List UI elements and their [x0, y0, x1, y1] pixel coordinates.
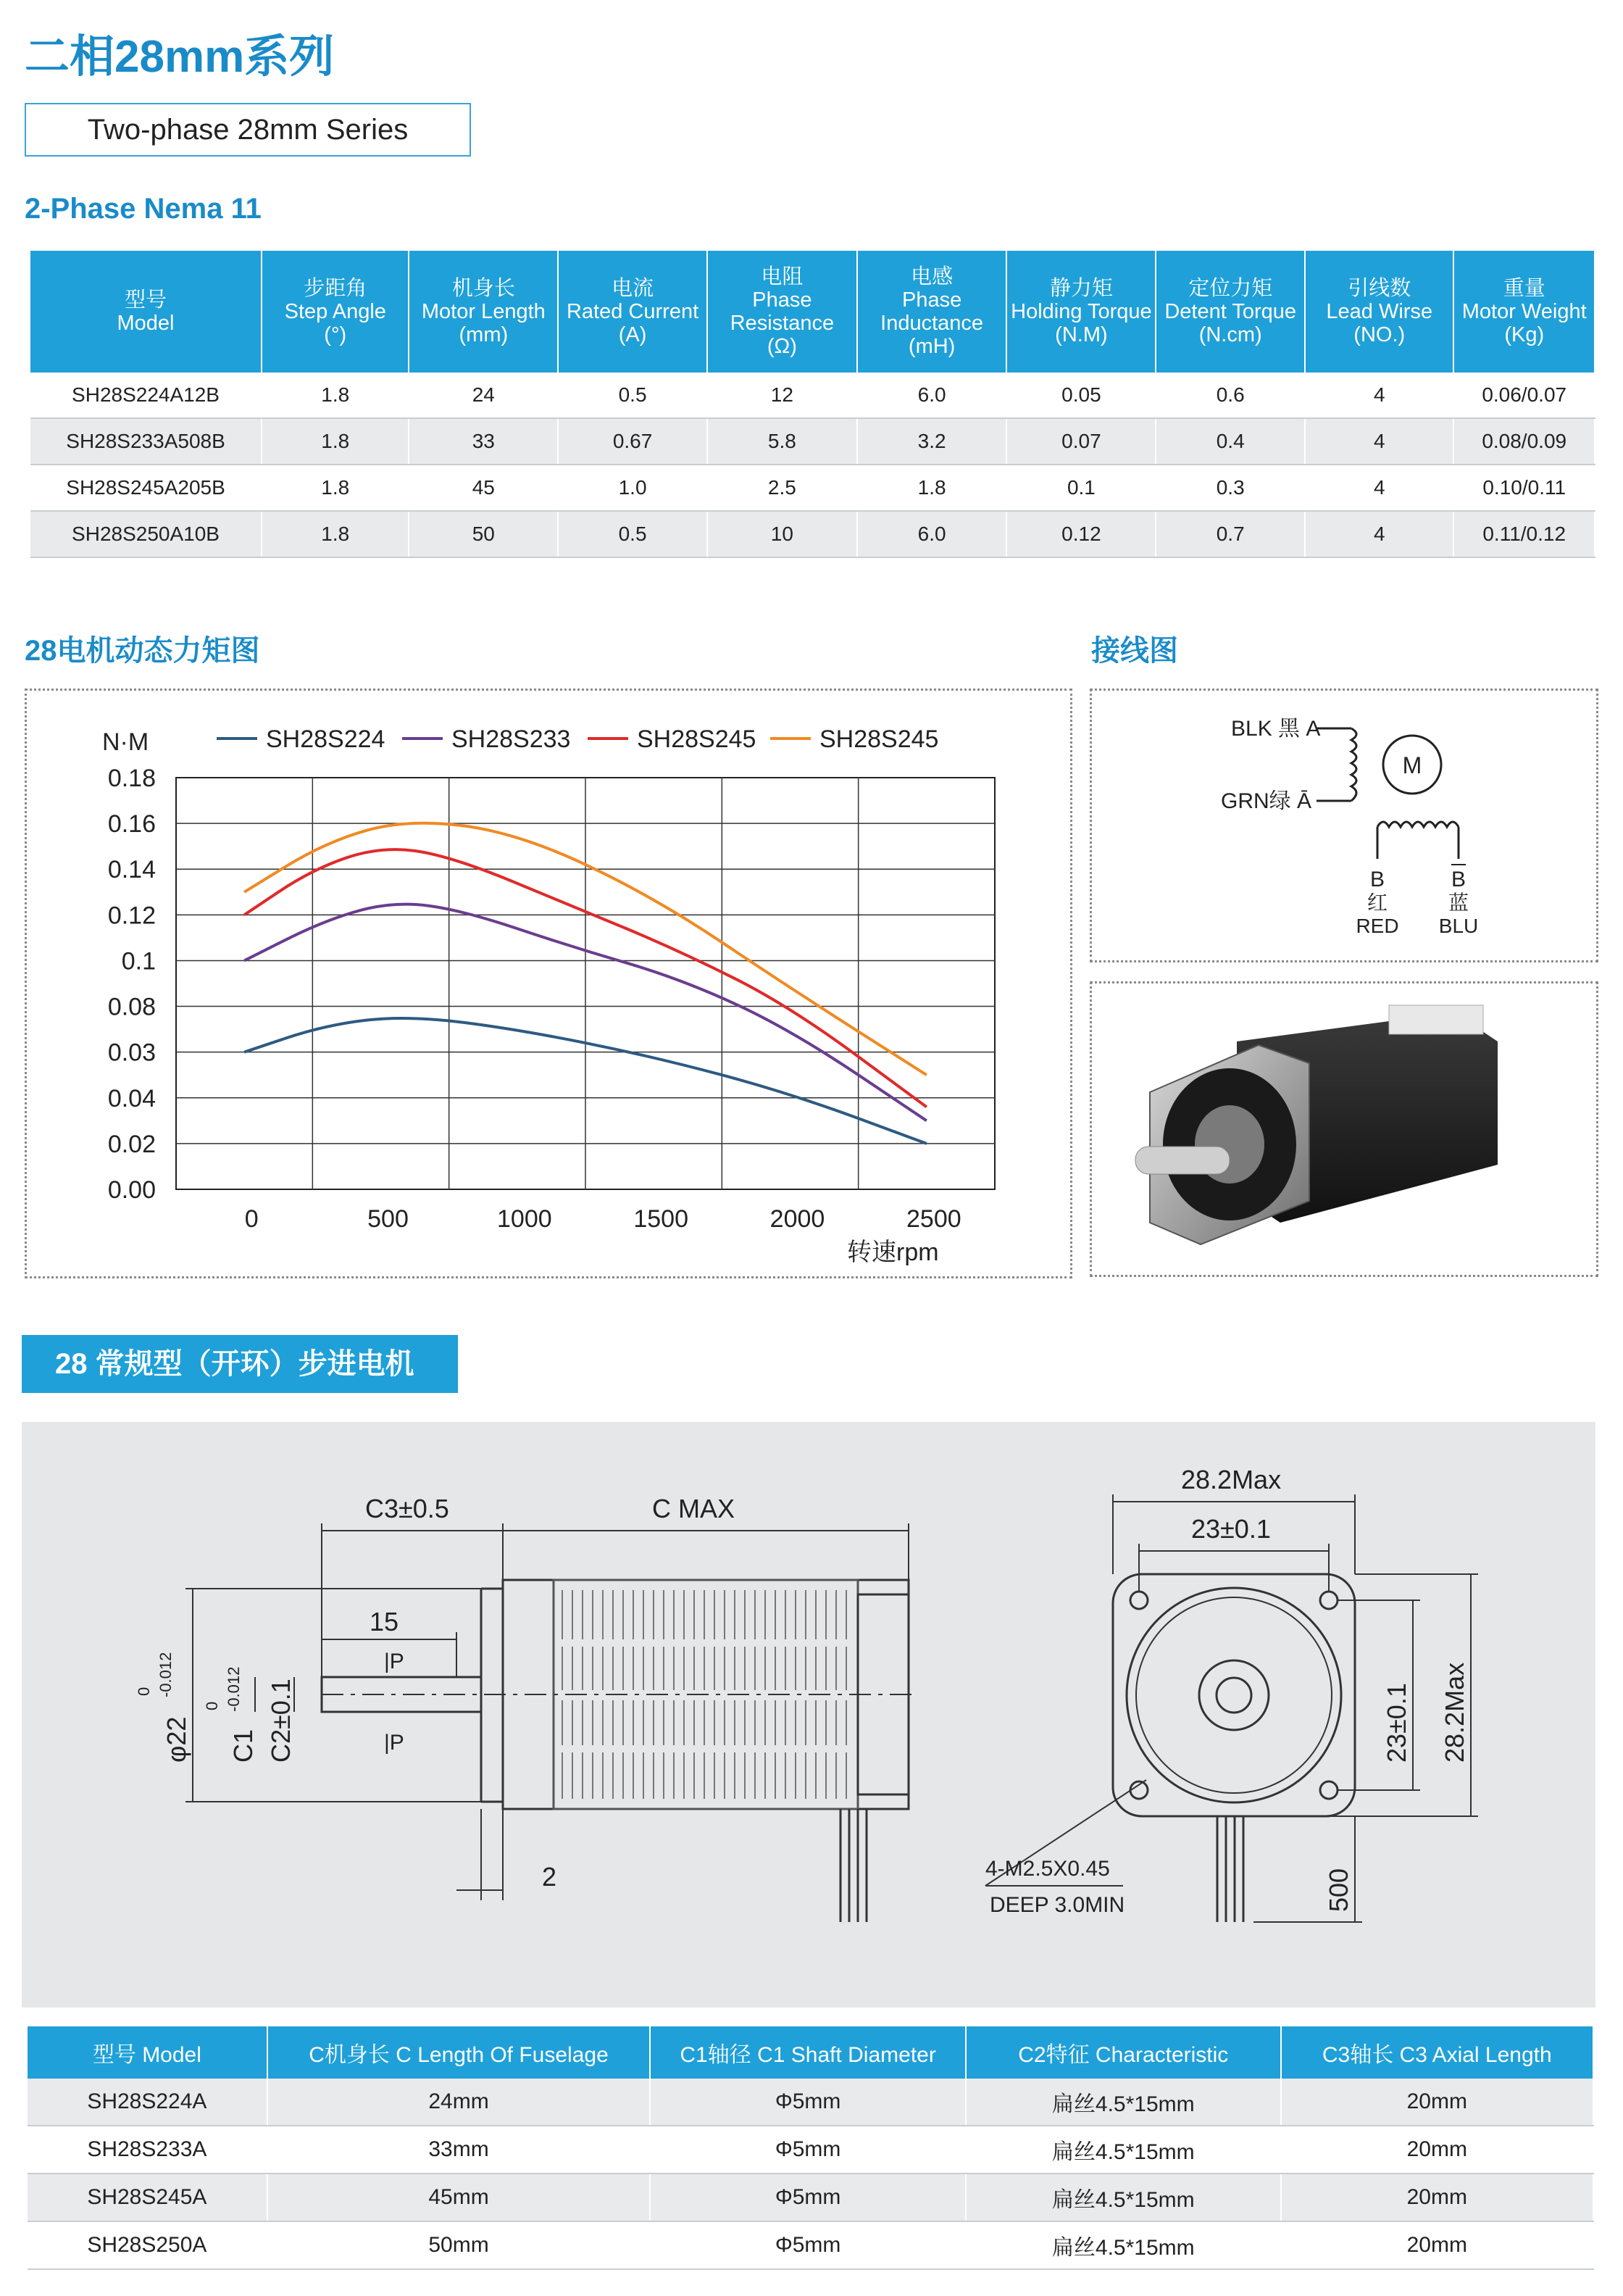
table-row	[28, 2126, 1593, 2174]
table-cell: SH28S245A205B	[30, 465, 262, 511]
chart-y-tick-label: 0.02	[107, 1130, 156, 1158]
spec-header-en: Rated Current	[566, 300, 699, 323]
dim-15: 15	[370, 1607, 399, 1636]
table-cell: 0.11/0.12	[1453, 511, 1595, 557]
table-row	[30, 373, 1595, 418]
front-flange-outline	[1113, 1574, 1355, 1816]
table-row	[30, 418, 1595, 465]
dim-23-width: 23±0.1	[1191, 1514, 1271, 1544]
table-cell: SH28S233A	[28, 2126, 267, 2174]
table-cell: 0.08/0.09	[1453, 418, 1595, 465]
chart-y-tick-label: 0.1	[121, 947, 156, 976]
motor-connector-shape	[1389, 1005, 1483, 1034]
table-cell: 0.6	[1156, 373, 1305, 418]
table-cell: 0.7	[1156, 511, 1305, 557]
wire-grn-label: GRN绿 Ā	[1221, 789, 1312, 813]
flat-mark-bottom: |P	[384, 1731, 404, 1755]
table-cell: 1.8	[262, 511, 409, 557]
wire-blu-en: BLU	[1438, 915, 1479, 937]
table-cell: 0.05	[1006, 373, 1156, 418]
chart-y-tick-label: 0.12	[107, 902, 156, 930]
mount-hole-2	[1320, 1592, 1338, 1609]
table-cell: Φ5mm	[650, 2079, 966, 2126]
table-cell: Φ5mm	[650, 2221, 966, 2269]
dim-282-height: 28.2Max	[1440, 1662, 1469, 1763]
spec-header-en: Model	[117, 312, 175, 335]
motor-shaft-shape	[1135, 1147, 1230, 1174]
table-cell: 10	[707, 511, 857, 557]
table-cell: 3.2	[857, 418, 1007, 465]
table-cell: 45mm	[267, 2174, 650, 2221]
chart-y-tick-label: 0.00	[107, 1176, 156, 1204]
dim-header-0: 型号 Model	[28, 2026, 267, 2079]
table-cell: 50	[409, 511, 558, 557]
dim-cmax: C MAX	[652, 1494, 735, 1523]
table-cell: Φ5mm	[650, 2126, 966, 2174]
table-cell: SH28S250A	[28, 2221, 267, 2269]
table-cell: 5.8	[707, 418, 857, 465]
spec-header-cn: 重量	[1503, 277, 1545, 300]
chart-y-tick-label: 0.14	[107, 856, 156, 884]
chart-x-tick-label: 1000	[497, 1205, 552, 1233]
chart-legend-label-1: SH28S233	[451, 725, 571, 753]
spec-header-3	[558, 251, 707, 373]
table-cell: 1.8	[262, 373, 409, 418]
chart-x-tick-label: 1500	[633, 1205, 688, 1233]
spec-header-unit: (Ω)	[767, 335, 797, 358]
spec-header-en: Detent Torque	[1164, 300, 1297, 323]
motor-photo-panel	[1090, 981, 1598, 1277]
torque-chart-title: 28电机动态力矩图	[25, 635, 260, 667]
dim-header-1: C机身长 C Length Of Fuselage	[267, 2026, 650, 2079]
table-cell: 2.5	[707, 465, 857, 511]
coil-a-icon	[1351, 728, 1356, 801]
screw-depth: DEEP 3.0MIN	[990, 1893, 1125, 1917]
dimension-drawing	[22, 1422, 1595, 2008]
chart-y-tick-label: 0.08	[107, 993, 156, 1021]
chart-y-tick-label: 0.03	[107, 1039, 156, 1067]
mount-hole-4	[1320, 1781, 1338, 1799]
spec-header-cn: 引线数	[1348, 277, 1411, 300]
wire-blu-cn: 蓝	[1448, 891, 1469, 914]
table-cell: 4	[1305, 373, 1453, 418]
spec-header-en: Lead Wirse	[1326, 300, 1433, 323]
spec-header-unit: (mH)	[908, 335, 956, 358]
table-row	[28, 2079, 1593, 2126]
spec-header-en: Phase Inductance	[880, 288, 984, 335]
table-cell: 0.5	[558, 373, 707, 418]
spec-header-unit: (NO.)	[1353, 323, 1406, 346]
table-cell: 4	[1305, 418, 1453, 465]
coil-b-icon	[1377, 822, 1459, 827]
table-cell: 扁丝4.5*15mm	[966, 2221, 1281, 2269]
chart-x-tick-label: 500	[367, 1205, 409, 1233]
chart-x-axis-label: 转速rpm	[847, 1239, 939, 1266]
spec-header-cn: 电阻	[761, 265, 804, 288]
chart-y-tick-label: 0.18	[107, 765, 156, 792]
dim-c1-tol-bot: -0.012	[225, 1666, 243, 1712]
wire-b-label: B	[1369, 868, 1385, 891]
motor-label: M	[1402, 752, 1422, 778]
table-cell: 1.8	[262, 418, 409, 465]
spec-header-en: Motor Length	[421, 300, 546, 323]
table-cell: 1.8	[262, 465, 409, 511]
spec-header-unit: (N.M)	[1055, 323, 1108, 346]
chart-y-tick-label: 0.16	[107, 810, 156, 839]
table-row	[30, 511, 1595, 557]
dim-c2: C2±0.1	[266, 1679, 296, 1763]
spec-header-cn: 定位力矩	[1188, 277, 1273, 300]
wiring-title: 接线图	[1091, 635, 1178, 667]
spec-header-cn: 电流	[612, 277, 654, 300]
table-cell: 50mm	[267, 2221, 650, 2269]
table-cell: SH28S224A12B	[30, 373, 262, 418]
spec-header-2	[409, 251, 558, 373]
flat-mark-top: |P	[384, 1650, 404, 1673]
spec-header-unit: (A)	[618, 323, 647, 346]
dim-header-3: C2特征 Characteristic	[966, 2026, 1281, 2079]
wire-red-cn: 红	[1367, 891, 1388, 914]
spec-header-unit: (mm)	[459, 323, 509, 346]
spec-header-cn: 电感	[911, 265, 954, 288]
spec-header-en: Motor Weight	[1461, 300, 1587, 323]
chart-x-tick-label: 0	[244, 1205, 259, 1233]
chart-x-tick-label: 2500	[906, 1205, 961, 1233]
dim-23-height: 23±0.1	[1382, 1683, 1411, 1763]
table-cell: 1.0	[558, 465, 707, 511]
torque-chart	[27, 691, 1070, 1276]
spec-table	[30, 251, 1595, 558]
table-cell: Φ5mm	[650, 2174, 966, 2221]
table-cell: 扁丝4.5*15mm	[966, 2126, 1281, 2174]
table-cell: 扁丝4.5*15mm	[966, 2174, 1281, 2221]
spec-header-0	[30, 251, 262, 373]
series-subtitle: Two-phase 28mm Series	[25, 103, 471, 157]
table-cell: 1.8	[857, 465, 1007, 511]
spec-header-1	[262, 251, 409, 373]
table-cell: 0.3	[1156, 465, 1305, 511]
table-cell: SH28S224A	[28, 2079, 267, 2126]
torque-chart-panel	[25, 689, 1072, 1278]
motor-photo	[1092, 983, 1596, 1275]
spec-header-6	[1006, 251, 1156, 373]
dim-header-4: C3轴长 C3 Axial Length	[1281, 2026, 1593, 2079]
table-cell: 33mm	[267, 2126, 650, 2174]
spec-header-en: Holding Torque	[1011, 300, 1152, 323]
spec-header-unit: (Kg)	[1504, 323, 1545, 346]
table-cell: 20mm	[1281, 2126, 1593, 2174]
dim-c1: C1	[228, 1729, 258, 1763]
wire-bbar-label: B	[1451, 868, 1466, 891]
table-row	[28, 2174, 1593, 2221]
dim-c3: C3±0.5	[365, 1494, 449, 1523]
table-cell: SH28S233A508B	[30, 418, 262, 465]
table-cell: 6.0	[857, 373, 1007, 418]
spec-header-en: Step Angle	[284, 300, 386, 323]
technical-drawing	[22, 1422, 1595, 2008]
product-banner: 28 常规型（开环）步进电机	[22, 1335, 458, 1393]
table-cell: 4	[1305, 511, 1453, 557]
wire-blk-label: BLK 黑 A	[1231, 717, 1321, 741]
table-cell: 4	[1305, 465, 1453, 511]
wire-red-en: RED	[1356, 915, 1399, 937]
table-cell: 0.67	[558, 418, 707, 465]
table-cell: 0.06/0.07	[1453, 373, 1595, 418]
mount-hole-1	[1130, 1592, 1148, 1609]
wiring-panel	[1090, 689, 1598, 962]
chart-y-tick-label: 0.04	[107, 1084, 156, 1112]
table-cell: 20mm	[1281, 2079, 1593, 2126]
spec-header-7	[1156, 251, 1305, 373]
spec-header-cn: 机身长	[451, 277, 515, 300]
table-cell: 0.07	[1006, 418, 1156, 465]
table-cell: 0.1	[1006, 465, 1156, 511]
dim-282-width: 28.2Max	[1181, 1465, 1282, 1494]
table-cell: 6.0	[857, 511, 1007, 557]
front-boss-outer	[1127, 1588, 1341, 1802]
dimension-table	[28, 2026, 1594, 2270]
chart-legend-label-3: SH28S245	[819, 725, 939, 753]
table-cell: 0.4	[1156, 418, 1305, 465]
dim-lead-length: 500	[1324, 1868, 1353, 1912]
spec-header-unit: (°)	[324, 323, 347, 346]
dim-phi22-tol-bot: -0.012	[157, 1652, 175, 1697]
chart-legend-label-2: SH28S245	[637, 725, 756, 753]
spec-header-cn: 型号	[125, 288, 167, 312]
dim-2: 2	[542, 1862, 557, 1892]
spec-header-cn: 步距角	[304, 277, 367, 300]
spec-header-cn: 静力矩	[1049, 277, 1113, 300]
spec-header-4	[707, 251, 857, 373]
table-cell: SH28S250A10B	[30, 511, 262, 557]
table-cell: 24	[409, 373, 558, 418]
table-cell: 扁丝4.5*15mm	[966, 2079, 1281, 2126]
spec-header-5	[857, 251, 1007, 373]
table-cell: 20mm	[1281, 2221, 1593, 2269]
table-cell: 45	[409, 465, 558, 511]
chart-x-tick-label: 2000	[769, 1205, 825, 1233]
spec-header-9	[1453, 251, 1595, 373]
page-title: 二相28mm系列	[25, 32, 335, 82]
wiring-diagram	[1092, 691, 1596, 960]
chart-y-axis-label: N·M	[102, 728, 149, 756]
front-boss-inner	[1199, 1660, 1269, 1730]
table-cell: 0.5	[558, 511, 707, 557]
spec-header-8	[1305, 251, 1453, 373]
spec-header-en: Phase Resistance	[730, 288, 835, 335]
table-row	[30, 465, 1595, 511]
screw-spec: 4-M2.5X0.45	[985, 1857, 1110, 1881]
table-row	[28, 2221, 1593, 2269]
dim-c1-tol-top: 0	[203, 1701, 221, 1710]
table-cell: 0.10/0.11	[1453, 465, 1595, 511]
table-cell: 24mm	[267, 2079, 650, 2126]
table-cell: 0.12	[1006, 511, 1156, 557]
table-cell: SH28S245A	[28, 2174, 267, 2221]
nema-section-title: 2-Phase Nema 11	[25, 193, 262, 225]
table-cell: 12	[707, 373, 857, 418]
spec-header-unit: (N.cm)	[1198, 323, 1262, 346]
dim-phi22-tol-top: 0	[135, 1686, 153, 1696]
dim-phi22: φ22	[162, 1716, 191, 1763]
dim-header-2: C1轴径 C1 Shaft Diameter	[650, 2026, 966, 2079]
table-cell: 20mm	[1281, 2174, 1593, 2221]
chart-legend-label-0: SH28S224	[266, 725, 385, 753]
table-cell: 33	[409, 418, 558, 465]
